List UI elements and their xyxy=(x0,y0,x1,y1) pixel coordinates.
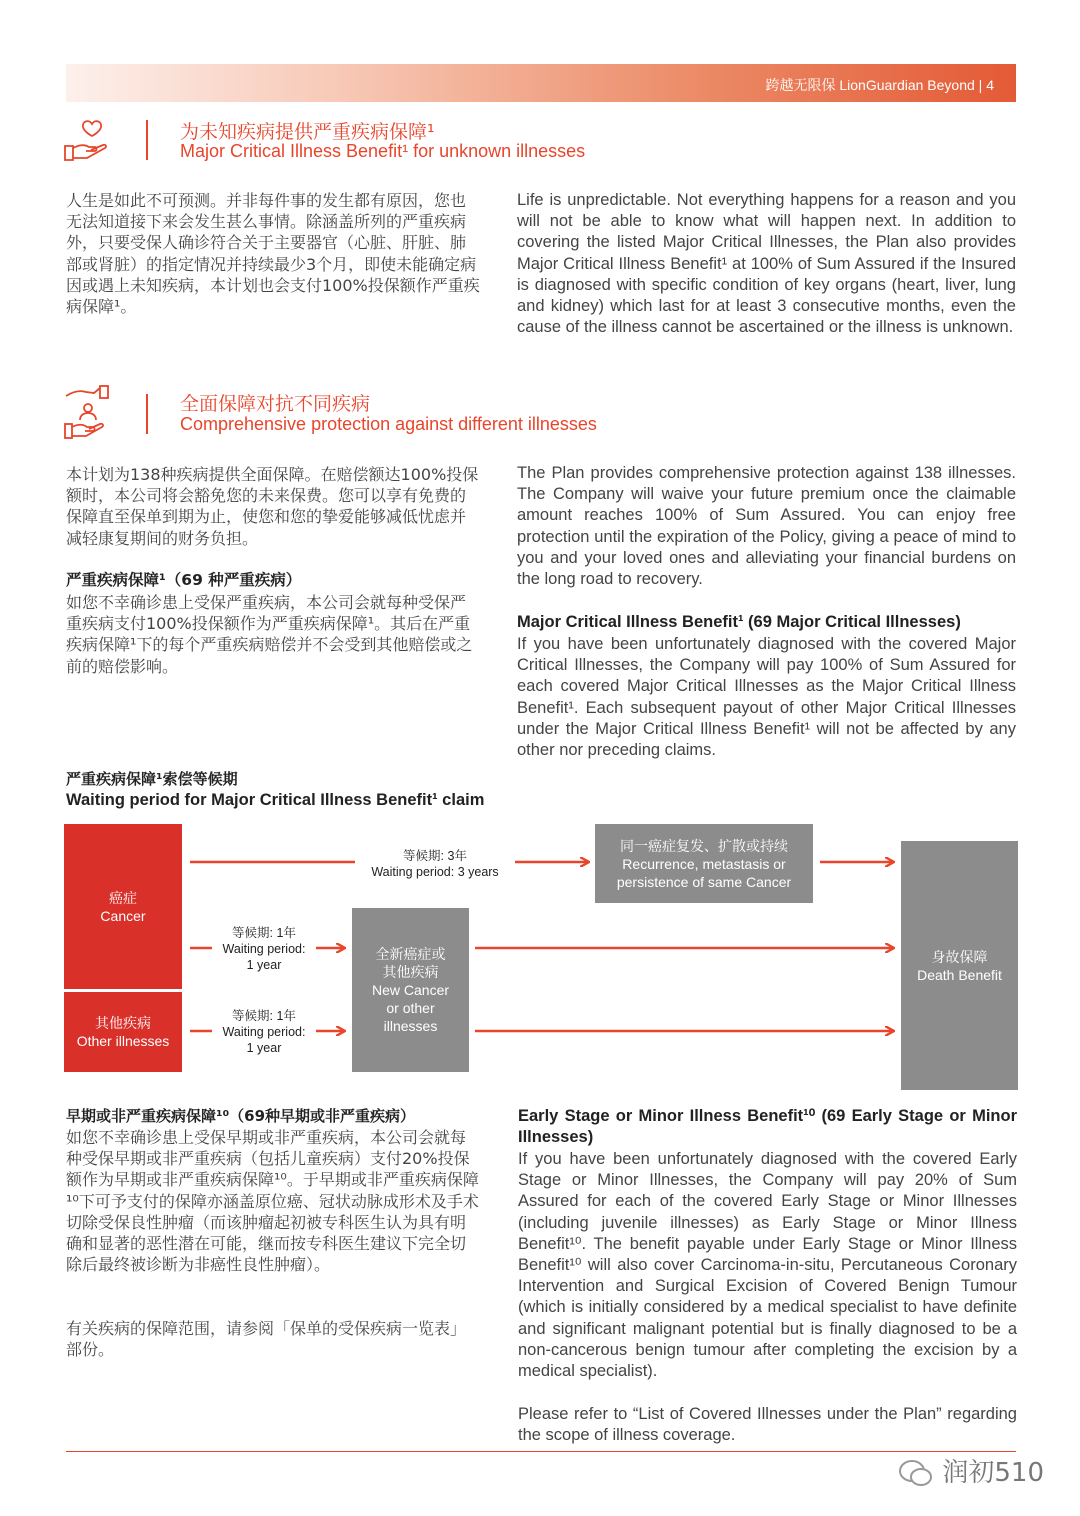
section2-body-en: The Plan provides comprehensive protection against 138 illnesses. The Company will waive your future premium once the claimable amount reaches 100% of Sum Assured. You can enjoy free protection until the expiration of the Policy, giving a peace of mind to you and your loved ones and alleviating your financial burdens on the long road to recovery. xyxy=(517,464,1016,589)
wait1a-label-en2: 1 year xyxy=(246,958,282,972)
wait1b-label-en2: 1 year xyxy=(246,1041,282,1055)
wait1-other-label xyxy=(212,1008,316,1056)
wait3-label-en: Waiting period: 3 years xyxy=(371,865,499,879)
other-label-zh: 其他疾病 xyxy=(95,1015,151,1031)
recur-label-en1: Recurrence, metastasis or xyxy=(622,855,786,872)
section2-title-zh: 全面保障对抗不同疾病 xyxy=(180,393,371,415)
esmi-title-en: Early Stage or Minor Illness Benefit¹⁰ (69 Early Stage or Minor Illnesses) xyxy=(518,1107,1017,1147)
watermark-text: 润初510 xyxy=(942,1458,1044,1488)
wait1b-label-en1: Waiting period: xyxy=(222,1025,306,1039)
esmi-title-zh: 早期或非严重疾病保障¹⁰（69种早期或非严重疾病） xyxy=(66,1107,416,1125)
esmi-body-zh: 如您不幸确诊患上受保早期或非严重疾病，本公司会就每种受保早期或非严重疾病（包括儿童疾病）支付20%投保额作为早期或非严重疾病保障¹⁰。于早期或非严重疾病保障¹⁰下可予支付的保障亦涵盖原位癌、冠状动脉成形术及手术切除受保良性肿瘤（而该肿瘤起初被专科医生认为具有明确和显著的恶性潜在可能，继而按专科医生建议下完全切除后最终被诊断为非癌性良性肿瘤）。 xyxy=(66,1128,479,1275)
section1-body-zh: 人生是如此不可预测。并非每件事的发生都有原因，您也无法知道接下来会发生甚么事情。除涵盖所列的严重疾病外，只要受保人确诊符合关于主要器官（心脏、肝脏、肺部或肾脏）的指定情况并持续最少3个月，即使未能确定病因或遇上未知疾病，本计划也会支付100%投保额作严重疾病保障¹。 xyxy=(66,191,480,317)
mci-title-zh: 严重疾病保障¹（69 种严重疾病） xyxy=(66,571,302,589)
esmi-body-en: If you have been unfortunately diagnosed with the covered Early Stage or Minor Illnesses, the Company will pay 20% of Sum Assured for each of the covered Early Stage or Minor Illnesses (including juvenile illnesses) as Early Stage or Minor Illness Benefit¹⁰. The benefit payable under Early Stage or Minor Illness Benefit¹⁰ will also cover Carcinoma-in-situ, Percutaneous Coronary Intervention and Surgical Excision of Covered Benign Tumour (which is initially considered by a medical specialist to have definite and significant malignant potential but is finally diagnosed to be a non-cancerous benign tumour after completing the excision by a medical specialist). xyxy=(518,1150,1017,1381)
esmi-ref-en: Please refer to “List of Covered Illnesses under the Plan” regarding the scope of illness coverage. xyxy=(518,1405,1017,1445)
mci-body-zh: 如您不幸确诊患上受保严重疾病，本公司会就每种受保严重疾病支付100%投保额作为严重疾病保障¹。其后在严重疾病保障¹下的每个严重疾病赔偿并不会受到其他赔偿或之前的赔偿影响。 xyxy=(66,593,473,676)
cancer-label-zh: 癌症 xyxy=(109,889,137,906)
death-label-en: Death Benefit xyxy=(917,966,1002,983)
cancer-label-en: Cancer xyxy=(100,907,146,924)
death-label-zh: 身故保障 xyxy=(931,948,988,965)
new-label-en2: or other xyxy=(386,1000,435,1016)
waiting-title-zh: 严重疾病保障¹索偿等候期 xyxy=(66,770,238,788)
section2-title-en: Comprehensive protection against different illnesses xyxy=(180,414,597,434)
wechat-icon xyxy=(898,1459,934,1489)
mci-title-en: Major Critical Illness Benefit¹ (69 Major Critical Illnesses) xyxy=(517,613,961,631)
mci-body-en: If you have been unfortunately diagnosed with the covered Major Critical Illnesses, the Company will pay 100% of Sum Assured for each covered Major Critical Illnesses as the Major Critical Illness Benefit¹. Each subsequent payout of other Major Critical Illnesses under the Major Critical Illness Benefit¹ will not be affected by any other nor preceding claims. xyxy=(517,635,1016,760)
wait1b-label-zh: 等候期: 1年 xyxy=(232,1009,296,1023)
watermark xyxy=(898,1452,1044,1489)
new-label-en1: New Cancer xyxy=(371,982,450,998)
header-title: 跨越无限保 LionGuardian Beyond | 4 xyxy=(765,77,994,93)
wait1a-label-zh: 等候期: 1年 xyxy=(232,926,296,940)
recur-label-zh: 同一癌症复发、扩散或持续 xyxy=(620,837,788,854)
section2-body-zh: 本计划为138种疾病提供全面保障。在赔偿额达100%投保额时，本公司将会豁免您的未来保费。您可以享有免费的保障直至保单到期为止，使您和您的挚爱能够减低忧虑并减轻康复期间的财务负担。 xyxy=(66,465,479,548)
new-label-en3: illnesses xyxy=(383,1018,438,1034)
wait1a-label-en1: Waiting period: xyxy=(222,942,306,956)
new-label-zh2: 其他疾病 xyxy=(382,964,439,980)
footer-line xyxy=(66,1451,1016,1452)
waiting-title-en: Waiting period for Major Critical Illness Benefit¹ claim xyxy=(66,791,485,809)
wait1-cancer-label xyxy=(212,925,316,973)
wait3-label xyxy=(355,848,515,880)
section1-title-zh: 为未知疾病提供严重疾病保障¹ xyxy=(180,121,435,143)
other-label-en: Other illnesses xyxy=(76,1033,170,1049)
section1-title-en: Major Critical Illness Benefit¹ for unknown illnesses xyxy=(180,141,586,161)
new-label-zh1: 全新癌症或 xyxy=(375,946,446,962)
section1-body-en: Life is unpredictable. Not everything happens for a reason and you will not be able to know what will happen next. In addition to covering the listed Major Critical Illnesses, the Plan also provides Major Critical Illness Benefit¹ at 100% of Sum Assured if the Insured is diagnosed with specific condition of key organs (heart, liver, lung and kidney) which last for at least 3 consecutive months, even the cause of the illness cannot be ascertained or the illness is unknown. xyxy=(517,191,1016,337)
wait3-label-zh: 等候期: 3年 xyxy=(403,849,467,863)
recur-label-en2: persistence of same Cancer xyxy=(616,873,792,890)
esmi-ref-zh: 有关疾病的保障范围，请参阅「保单的受保疾病一览表」部份。 xyxy=(66,1319,467,1360)
